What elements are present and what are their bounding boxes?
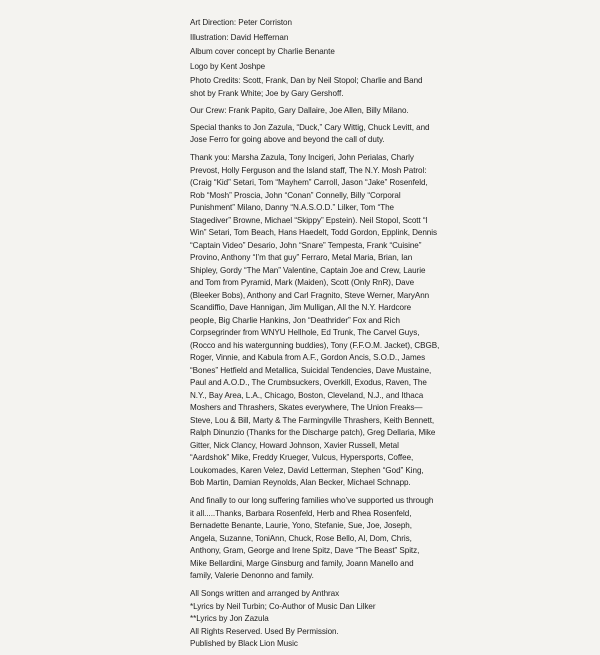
thank-you-line: Win” Setari, Tom Beach, Hans Haedelt, Todd Gordon, Epplink, Dennis xyxy=(190,228,437,237)
families-line: it all.....Thanks, Barbara Rosenfeld, Herb and Rhea Rosenfeld, xyxy=(190,508,412,518)
thank-you-line: Thank you: Marsha Zazula, Tony Incigeri, John Perialas, Charly xyxy=(190,153,414,162)
songs-written-credit: All Songs written and arranged by Anthrax xyxy=(190,589,340,598)
thank-you-line: Ralph Dinunzio (Thanks for the Discharge patch), Greg Dellaria, Mike xyxy=(190,428,436,437)
album-cover-concept-credit: Album cover concept by Charlie Benante xyxy=(190,47,335,56)
lyrics-credit-zazula: **Lyrics by Jon Zazula xyxy=(190,614,269,623)
thank-you-line: Paul and A.O.D., The Crumbsuckers, Overkill, Exodus, Raven, The xyxy=(190,378,427,387)
thank-you-paragraph xyxy=(190,152,440,490)
photo-credits-line: shot by Frank White; Joe by Gary Gershoff. xyxy=(190,88,344,98)
illustration-credit: Illustration: David Heffernan xyxy=(190,32,289,42)
families-line: family, Valerie Denonno and family. xyxy=(190,571,314,580)
thank-you-line: Provino, Anthony “I’m that guy” Ferraro, Metal Maria, Brian, Ian xyxy=(190,253,413,262)
art-direction-credit: Art Direction: Peter Corriston xyxy=(190,18,292,27)
lyrics-credit-turbin: *Lyrics by Neil Turbin; Co-Author of Music Dan Lilker xyxy=(190,601,376,611)
families-line: Mike Bellardini, Marge Ginsburg and family, Joann Manello and xyxy=(190,558,414,568)
special-thanks-line: Jose Ferro for going above and beyond the call of duty. xyxy=(190,135,385,144)
special-thanks-line: Special thanks to Jon Zazula, “Duck,” Cary Wittig, Chuck Levitt, and xyxy=(190,122,430,132)
thank-you-line: N.Y., Bay Area, L.A., Chicago, Boston, Cleveland, N.J., and Ithaca xyxy=(190,390,424,400)
families-line: Bernadette Benante, Laurie, Yono, Stefanie, Sue, Joe, Joseph, xyxy=(190,521,412,530)
thank-you-line: Prevost, Holly Ferguson and the Island staff, The N.Y. Mosh Patrol: xyxy=(190,165,427,175)
thank-you-line: Corpsegrinder from WNYU Hellhole, Ed Trunk, The Carvel Guys, xyxy=(190,328,420,337)
song-credits xyxy=(190,588,430,651)
families-line: And finally to our long suffering families who’ve supported us through xyxy=(190,496,434,505)
thank-you-line: Shipley, Gordy “The Man” Valentine, Captain Joe and Crew, Laurie xyxy=(190,265,426,275)
thank-you-line: (Craig “Kid” Setari, Tom “Mayhem” Carroll, Jason “Jake” Rosenfeld, xyxy=(190,178,428,187)
logo-credit: Logo by Kent Joshpe xyxy=(190,61,266,71)
thank-you-line: Steve, Lou & Bill, Marty & The Farmingville Thrashers, Keith Bennett, xyxy=(190,415,435,425)
thank-you-line: Moshers and Thrashers, Skates everywhere, The Union Freaks— xyxy=(190,403,423,412)
thank-you-line: “Captain Video” Desario, John “Snare” Tempesta, Frank “Cuisine” xyxy=(190,240,422,250)
thank-you-line: people, Big Charlie Hankins, Jon “Deathrider” Fox and Rich xyxy=(190,315,400,325)
rights-notice: All Rights Reserved. Used By Permission. xyxy=(190,626,339,636)
thank-you-line: Rob “Mosh” Proscia, John “Conan” Connelly, Billy “Corporal xyxy=(190,190,401,200)
our-crew: Our Crew: Frank Papito, Gary Dallaire, Joe Allen, Billy Milano. xyxy=(190,105,409,115)
special-thanks xyxy=(190,122,430,147)
families-paragraph xyxy=(190,495,434,583)
thank-you-line: Stagediver” Browne, Michael “Skippy” Epstein). Neil Stopol, Scott “I xyxy=(190,215,428,225)
thank-you-line: Loukomades, Karen Velez, David Letterman, Stephen “God” King, xyxy=(190,465,424,475)
thank-you-line: and Tom from Pyramid, Mark (Maiden), Scott (Only RnR), Dave xyxy=(190,278,415,287)
thank-you-line: Gitter, Nick Clancy, Howard Johnson, Xavier Russell, Metal xyxy=(190,440,399,450)
credits-column xyxy=(190,17,440,655)
thank-you-line: Punishment” Milano, Danny “N.A.S.O.D.” Lilker, Tom “The xyxy=(190,203,395,212)
thank-you-line: Scandiffio, Dave Hannigan, Jim Mulligan, All the N.Y. Hardcore xyxy=(190,303,412,312)
thank-you-line: Bob Martin, Damian Reynolds, Alan Becker, Michael Schnapp. xyxy=(190,478,411,487)
thank-you-line: (Rocco and his watergunning buddies), Tony (F.F.O.M. Jacket), CBGB, xyxy=(190,340,440,350)
publisher-credit: Published by Black Lion Music xyxy=(190,639,298,648)
thank-you-line: “Aardshok” Mike, Freddy Krueger, Vulcus, Hypersports, Coffee, xyxy=(190,453,414,462)
families-line: Anthony, Gram, George and Irene Spitz, Dave “The Beast” Spitz, xyxy=(190,546,420,555)
photo-credits xyxy=(190,75,430,100)
thank-you-line: Roger, Vinnie, and Kabula from A.F., Gordon Ancis, S.O.D., James xyxy=(190,353,426,362)
thank-you-line: “Bones” Hetfield and Metallica, Suicidal Tendencies, Dave Mustaine, xyxy=(190,365,432,375)
families-line: Angela, Suzanne, ToniAnn, Chuck, Rose Bello, Al, Dom, Chris, xyxy=(190,533,412,543)
thank-you-line: (Bleeker Bobs), Anthony and Carl Fragnito, Steve Werner, MaryAnn xyxy=(190,290,430,300)
photo-credits-line: Photo Credits: Scott, Frank, Dan by Neil Stopol; Charlie and Band xyxy=(190,76,423,85)
